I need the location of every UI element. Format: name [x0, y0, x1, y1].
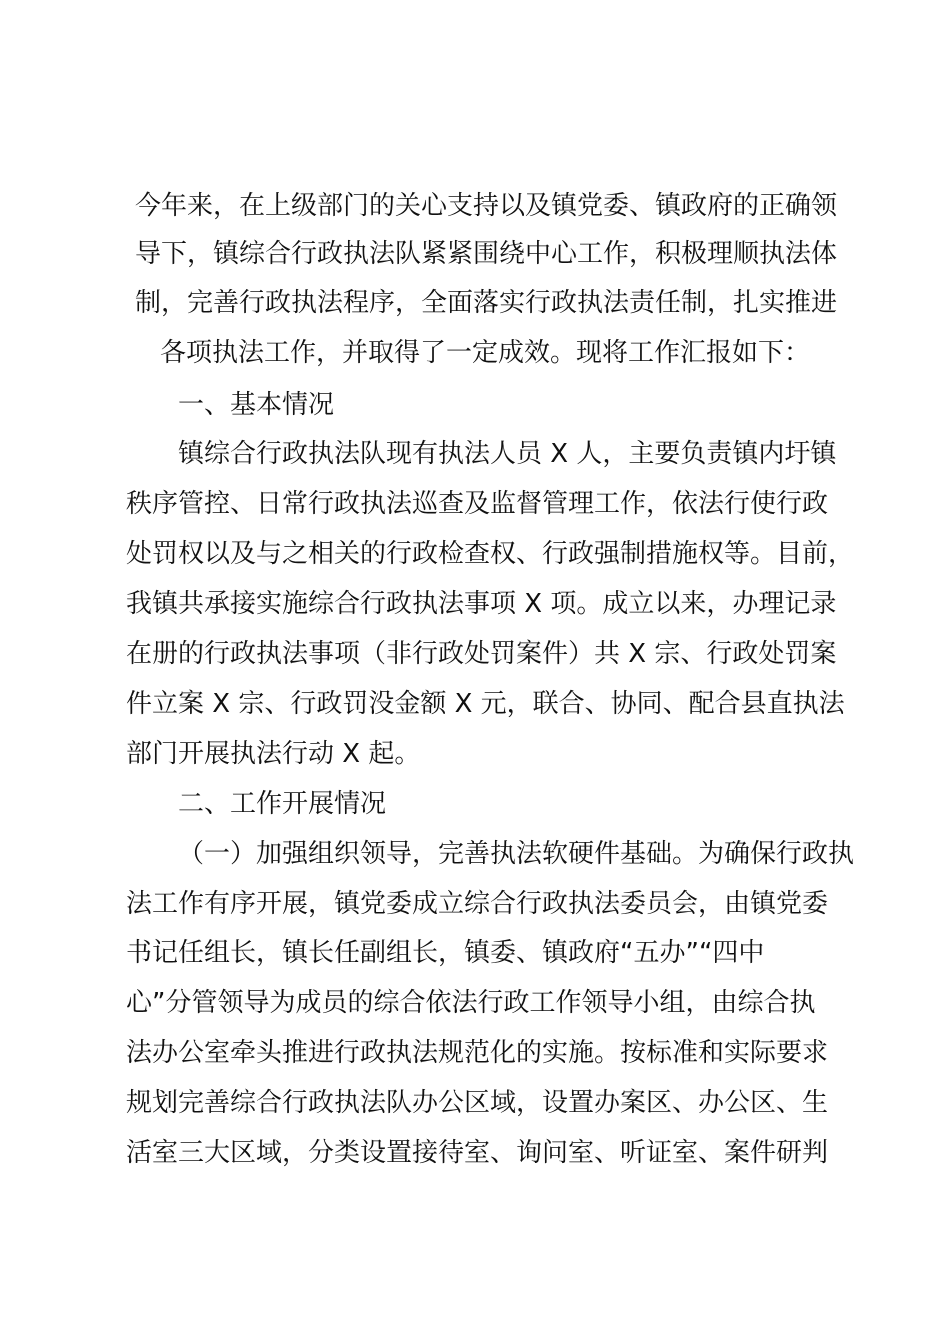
section1-line-2: 秩序管控、日常行政执法巡查及监督管理工作，依法行使行政	[126, 489, 829, 519]
section2-line-5: 法办公室牵头推进行政执法规范化的实施。按标准和实际要求	[126, 1038, 829, 1068]
section2-line-6: 规划完善综合行政执法队办公区域，设置办案区、办公区、生	[126, 1088, 829, 1118]
intro-line-4: 各项执法工作，并取得了一定成效。现将工作汇报如下：	[160, 338, 811, 368]
section1-line-5: 在册的行政执法事项（非行政处罚案件）共 X 宗、行政处罚案	[126, 639, 837, 669]
section2-line-1: （一）加强组织领导，完善执法软硬件基础。为确保行政执	[178, 839, 855, 869]
section1-heading: 一、基本情况	[178, 390, 335, 420]
section1-line-4: 我镇共承接实施综合行政执法事项 X 项。成立以来，办理记录	[126, 589, 837, 619]
section2-heading: 二、工作开展情况	[178, 789, 387, 819]
intro-line-3: 制，完善行政执法程序，全面落实行政执法责任制，扎实推进	[135, 288, 838, 318]
section1-line-1: 镇综合行政执法队现有执法人员 X 人，主要负责镇内圩镇	[178, 439, 837, 469]
section1-line-7: 部门开展执法行动 X 起。	[126, 739, 421, 769]
section2-line-7: 活室三大区域，分类设置接待室、询问室、听证室、案件研判	[126, 1138, 829, 1168]
intro-line-2: 导下，镇综合行政执法队紧紧围绕中心工作，积极理顺执法体	[135, 239, 838, 269]
section2-line-3: 书记任组长，镇长任副组长，镇委、镇政府“五办”“四中	[126, 938, 765, 968]
section2-line-2: 法工作有序开展，镇党委成立综合行政执法委员会，由镇党委	[126, 889, 829, 919]
section1-line-3: 处罚权以及与之相关的行政检查权、行政强制措施权等。目前，	[126, 539, 855, 569]
section1-line-6: 件立案 X 宗、行政罚没金额 X 元，联合、协同、配合县直执法	[126, 689, 845, 719]
intro-line-1: 今年来，在上级部门的关心支持以及镇党委、镇政府的正确领	[135, 191, 838, 221]
section2-line-4: 心”分管领导为成员的综合依法行政工作领导小组，由综合执	[126, 988, 816, 1018]
